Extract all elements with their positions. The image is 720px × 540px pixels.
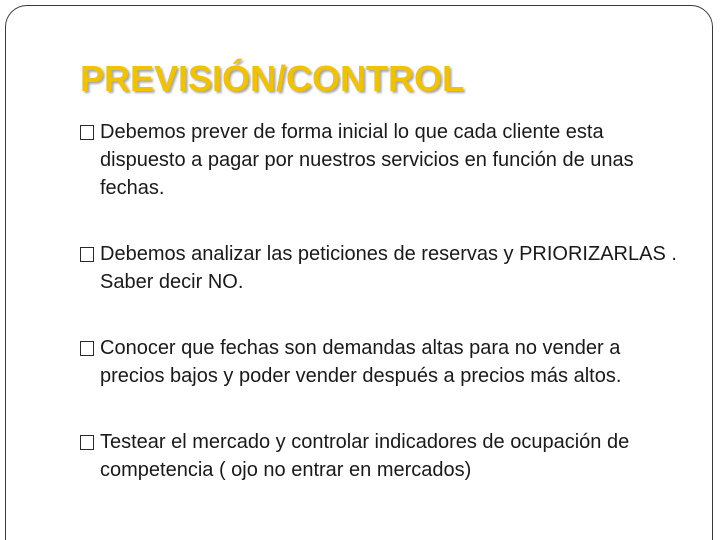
bullet-text: Testear el mercado y controlar indicadores de ocupación de competencia ( ojo no entrar en mercados) bbox=[100, 431, 630, 481]
hollow-square-bullet-icon bbox=[80, 125, 94, 140]
bullet-text: Conocer que fechas son demandas altas para no vender a precios bajos y poder vender después a precios más altos. bbox=[100, 337, 622, 387]
bullet-list bbox=[80, 118, 680, 522]
bullet-item bbox=[80, 240, 680, 296]
bullet-item bbox=[80, 118, 680, 202]
hollow-square-bullet-icon bbox=[80, 341, 94, 356]
bullet-text: Debemos prever de forma inicial lo que cada cliente esta dispuesto a pagar por nuestros servicios en función de unas fechas. bbox=[100, 121, 634, 199]
hollow-square-bullet-icon bbox=[80, 247, 94, 262]
slide-title: PREVISIÓN/CONTROL bbox=[80, 58, 465, 99]
hollow-square-bullet-icon bbox=[80, 435, 94, 450]
bullet-text: Debemos analizar las peticiones de reservas y PRIORIZARLAS . Saber decir NO. bbox=[100, 243, 677, 293]
bullet-item bbox=[80, 428, 680, 484]
bullet-item bbox=[80, 334, 680, 390]
